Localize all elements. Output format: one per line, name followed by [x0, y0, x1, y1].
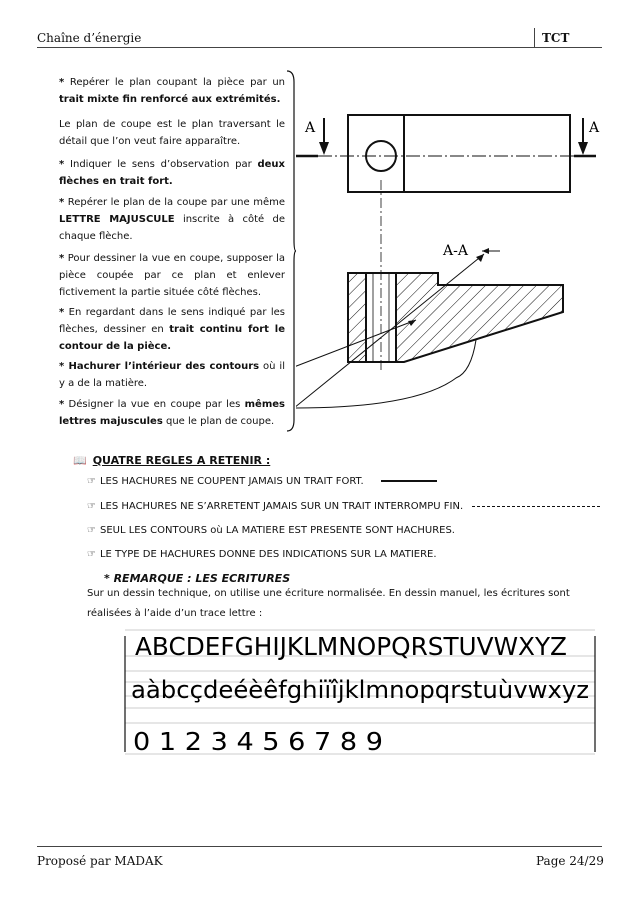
pointing-hand-icon: ☞ [87, 476, 96, 487]
uppercase-letters: ABCDEFGHIJKLMNOPQRSTUVWXYZ [135, 632, 567, 661]
label-a-right: A [589, 120, 600, 136]
step-3: * Indiquer le sens d’observation par deux flèches en trait fort. [59, 159, 285, 187]
thin-dashed-line-sample [472, 506, 600, 507]
section-arrow-left [319, 118, 329, 155]
header-rule [37, 47, 602, 48]
section-arrow-right [578, 118, 588, 155]
step-1: * Repérer le plan coupant la pièce par un trait mixte fin renforcé aux extrémités. [59, 77, 285, 105]
pointing-hand-icon: ☞ [87, 501, 96, 512]
remark-text: Sur un dessin technique, on utilise une écriture normalisée. En dessin manuel, les écritures sont réalisées à l’aide d’un trace lettre : [87, 588, 570, 619]
step-2: Le plan de coupe est le plan traversant le détail que l’on veut faire apparaître. [59, 119, 285, 147]
header-title: Chaîne d’énergie [37, 31, 142, 45]
header-code: TCT [542, 31, 570, 45]
digits: 0 1 2 3 4 5 6 7 8 9 [133, 727, 383, 756]
section-label-arrow [482, 248, 500, 254]
remark-title: * REMARQUE : LES ECRITURES [104, 572, 291, 585]
right-brace [286, 70, 296, 432]
label-a-left: A [305, 120, 316, 136]
rule-1: ☞ LES HACHURES NE COUPENT JAMAIS UN TRAIT FORT. [87, 476, 437, 487]
step-8: * Désigner la vue en coupe par les mêmes lettres majuscules que le plan de coupe. [59, 399, 285, 427]
step-5: * Pour dessiner la vue en coupe, supposer la pièce coupée par ce plan et enlever fictivement la partie située côté flèches. [59, 253, 285, 298]
footer-author: Proposé par MADAK [37, 854, 163, 868]
step-7: * Hachurer l’intérieur des contours où il y a de la matière. [59, 361, 285, 389]
header-divider [534, 28, 535, 47]
footer-rule [37, 846, 602, 847]
lowercase-letters: aàbcçdeéèêfghiïîjklmnopqrstuùvwxyz [131, 676, 589, 704]
book-icon: 📖 [73, 454, 87, 467]
thick-line-sample [381, 480, 437, 482]
rule-4: ☞ LE TYPE DE HACHURES DONNE DES INDICATIONS SUR LA MATIERE. [87, 549, 437, 560]
lettering-sample [121, 626, 599, 758]
rule-3: ☞ SEUL LES CONTOURS où LA MATIERE EST PRESENTE SONT HACHURES. [87, 525, 455, 536]
section-view [348, 273, 563, 362]
pointing-hand-icon: ☞ [87, 549, 96, 560]
section-drawing [296, 80, 606, 440]
footer-page: Page 24/29 [536, 854, 604, 868]
rule-2: ☞ LES HACHURES NE S’ARRETENT JAMAIS SUR UN TRAIT INTERROMPU FIN. [87, 501, 600, 512]
step-6: * En regardant dans le sens indiqué par les flèches, dessiner en trait continu fort le contour de la pièce. [59, 307, 285, 352]
step-4: * Repérer le plan de la coupe par une même LETTRE MAJUSCULE inscrite à côté de chaque flèche. [59, 197, 285, 242]
section-label: A-A [443, 243, 468, 259]
rules-title: 📖 QUATRE REGLES A RETENIR : [73, 454, 271, 467]
pointing-hand-icon: ☞ [87, 525, 96, 536]
